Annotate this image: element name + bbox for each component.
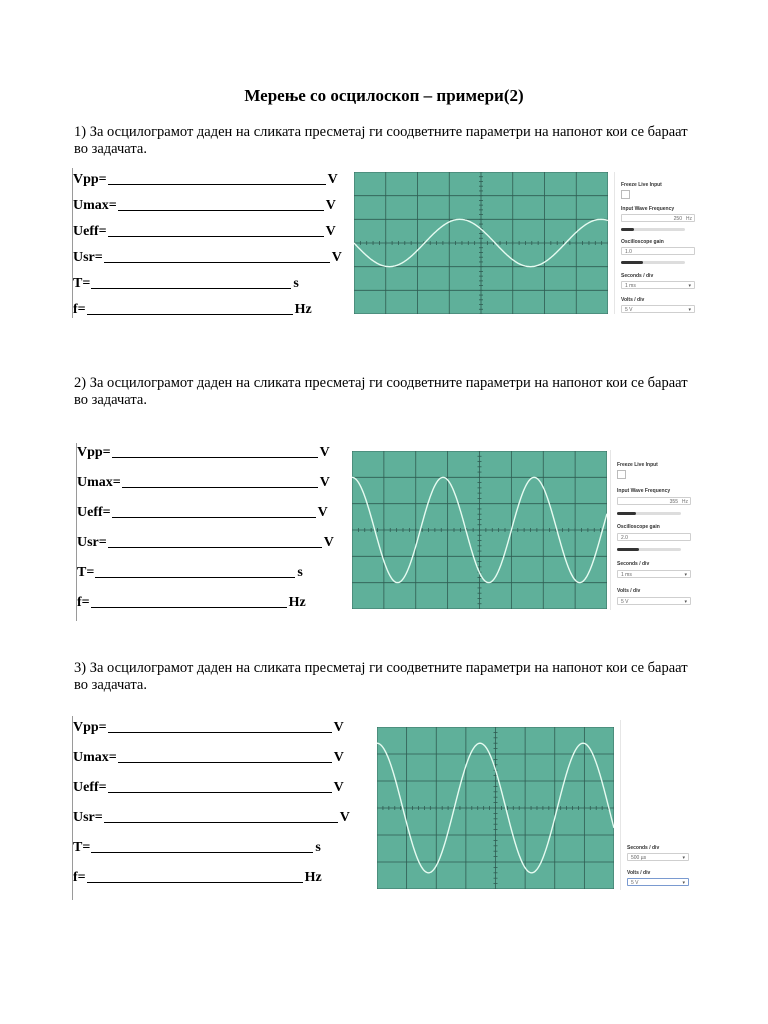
usr-field [77,535,334,551]
volts-div-select[interactable] [621,305,695,313]
volts-div-label: Volts / div [627,870,651,876]
field-unit: V [319,445,330,460]
field-label: Usr= [73,810,103,825]
vpp-answer-line[interactable] [112,457,318,458]
usr-field [73,250,342,266]
task-1-text: 1) За осцилограмот даден на сликата пресметај ги соодветните параметри на напонот кои се бараат во задачата. [74,124,688,157]
field-unit: V [325,224,336,239]
field-unit: V [331,250,342,265]
seconds-div-value: 1 ms [621,572,632,578]
field-label: T= [73,840,91,855]
ueff-answer-line[interactable] [108,792,332,793]
field-unit: V [327,172,338,187]
oscilloscope-svg [352,451,607,609]
usr-answer-line[interactable] [104,262,330,263]
field-unit: V [317,505,328,520]
vpp-answer-line[interactable] [108,184,326,185]
field-label: Vpp= [73,720,107,735]
frequency-value: 250 [673,216,682,222]
field-label: Vpp= [73,172,107,187]
field-label: Ueff= [73,224,107,239]
volts-div-label: Volts / div [617,588,641,594]
vpp-answer-line[interactable] [108,732,332,733]
seconds-div-select[interactable] [617,570,691,578]
field-unit: V [333,750,344,765]
ueff-answer-line[interactable] [108,236,324,237]
chevron-down-icon: ▾ [684,599,687,605]
oscilloscope-screen-3 [377,727,614,889]
field-label: f= [73,870,86,885]
umax-answer-line[interactable] [118,210,324,211]
field-unit: V [325,198,336,213]
gain-label: Oscilloscope gain [617,524,660,530]
frequency-unit: Hz [681,499,688,505]
umax-field [77,475,330,491]
frequency-slider[interactable] [617,512,681,515]
frequency-input[interactable] [621,214,695,222]
frequency-answer-line[interactable] [91,607,287,608]
field-unit: V [323,535,334,550]
chevron-down-icon: ▾ [682,855,685,861]
seconds-div-select[interactable] [621,281,695,289]
field-label: f= [73,302,86,317]
frequency-slider[interactable] [621,228,685,231]
gain-slider-fill [617,548,639,551]
frequency-slider-fill [621,228,634,231]
seconds-div-value: 1 ms [625,283,636,289]
frequency-unit: Hz [685,216,692,222]
frequency-label: Input Wave Frequency [621,206,675,212]
frequency-answer-line[interactable] [87,314,293,315]
period-field [77,565,303,581]
usr-answer-line[interactable] [108,547,322,548]
ueff-field [73,224,336,240]
field-label: T= [73,276,91,291]
chevron-down-icon: ▾ [684,572,687,578]
ueff-field [73,780,344,796]
freeze-label: Freeze Live Input [617,462,658,468]
task-3-answer-form [72,716,373,900]
field-unit: V [339,810,350,825]
oscilloscope-svg [354,172,608,314]
chevron-down-icon: ▾ [688,307,691,313]
usr-field [73,810,350,826]
task-2-text: 2) За осцилограмот даден на сликата пресметај ги соодветните параметри на напонот кои се бараат во задачата. [74,375,688,408]
field-label: Usr= [73,250,103,265]
field-label: Usr= [77,535,107,550]
gain-slider-fill [621,261,643,264]
frequency-input[interactable] [617,497,691,505]
volts-div-select[interactable] [627,878,689,886]
task-2-answer-form [76,443,349,621]
field-label: Ueff= [77,505,111,520]
gain-slider[interactable] [621,261,685,264]
frequency-answer-line[interactable] [87,882,303,883]
freeze-checkbox[interactable] [621,190,630,199]
umax-field [73,750,344,766]
oscilloscope-control-panel-3 [620,720,695,890]
page-title: Мерење со осцилоскоп – примери(2) [244,86,524,105]
oscilloscope-screen-1 [354,172,608,314]
freeze-label: Freeze Live Input [621,182,662,188]
field-unit: s [297,565,303,580]
volts-div-value: 5 V [625,307,633,313]
field-label: Vpp= [77,445,111,460]
volts-div-value: 5 V [631,880,639,886]
chevron-down-icon: ▾ [688,283,691,289]
oscilloscope-svg [377,727,614,889]
frequency-slider-fill [617,512,636,515]
ueff-field [77,505,328,521]
field-unit: V [319,475,330,490]
ueff-answer-line[interactable] [112,517,316,518]
gain-value: 1.0 [625,249,632,255]
umax-field [73,198,336,214]
gain-slider[interactable] [617,548,681,551]
field-unit: Hz [294,302,312,317]
volts-div-select[interactable] [617,597,691,605]
oscilloscope-control-panel-1 [614,172,695,314]
field-label: Umax= [73,198,117,213]
frequency-value: 355 [669,499,678,505]
gain-value: 2.0 [621,535,628,541]
field-label: Umax= [73,750,117,765]
frequency-field [77,595,306,611]
seconds-div-select[interactable] [627,853,689,861]
seconds-div-label: Seconds / div [621,273,654,279]
period-answer-line[interactable] [91,288,291,289]
field-unit: V [333,720,344,735]
task-1-answer-form [72,168,353,318]
frequency-field [73,302,312,318]
umax-answer-line[interactable] [122,487,318,488]
field-unit: V [333,780,344,795]
volts-div-value: 5 V [621,599,629,605]
frequency-label: Input Wave Frequency [617,488,671,494]
field-label: f= [77,595,90,610]
field-unit: Hz [288,595,306,610]
seconds-div-value: 500 µs [631,855,647,861]
umax-answer-line[interactable] [118,762,332,763]
field-label: Ueff= [73,780,107,795]
field-unit: s [293,276,299,291]
task-3-text: 3) За осцилограмот даден на сликата пресметај ги соодветните параметри на напонот кои се бараат во задачата. [74,660,688,693]
field-label: T= [77,565,95,580]
gain-input[interactable] [621,247,695,255]
vpp-field [73,172,338,188]
seconds-div-label: Seconds / div [617,561,650,567]
freeze-checkbox[interactable] [617,470,626,479]
period-field [73,276,299,292]
usr-answer-line[interactable] [104,822,338,823]
volts-div-label: Volts / div [621,297,645,303]
gain-label: Oscilloscope gain [621,239,664,245]
oscilloscope-control-panel-2 [610,450,695,610]
field-label: Umax= [77,475,121,490]
period-answer-line[interactable] [95,577,295,578]
field-unit: s [315,840,321,855]
field-unit: Hz [304,870,322,885]
period-answer-line[interactable] [91,852,313,853]
vpp-field [73,720,344,736]
frequency-field [73,870,322,886]
gain-input[interactable] [617,533,691,541]
oscilloscope-screen-2 [352,451,607,609]
period-field [73,840,321,856]
vpp-field [77,445,330,461]
chevron-down-icon: ▾ [682,880,685,886]
seconds-div-label: Seconds / div [627,845,660,851]
